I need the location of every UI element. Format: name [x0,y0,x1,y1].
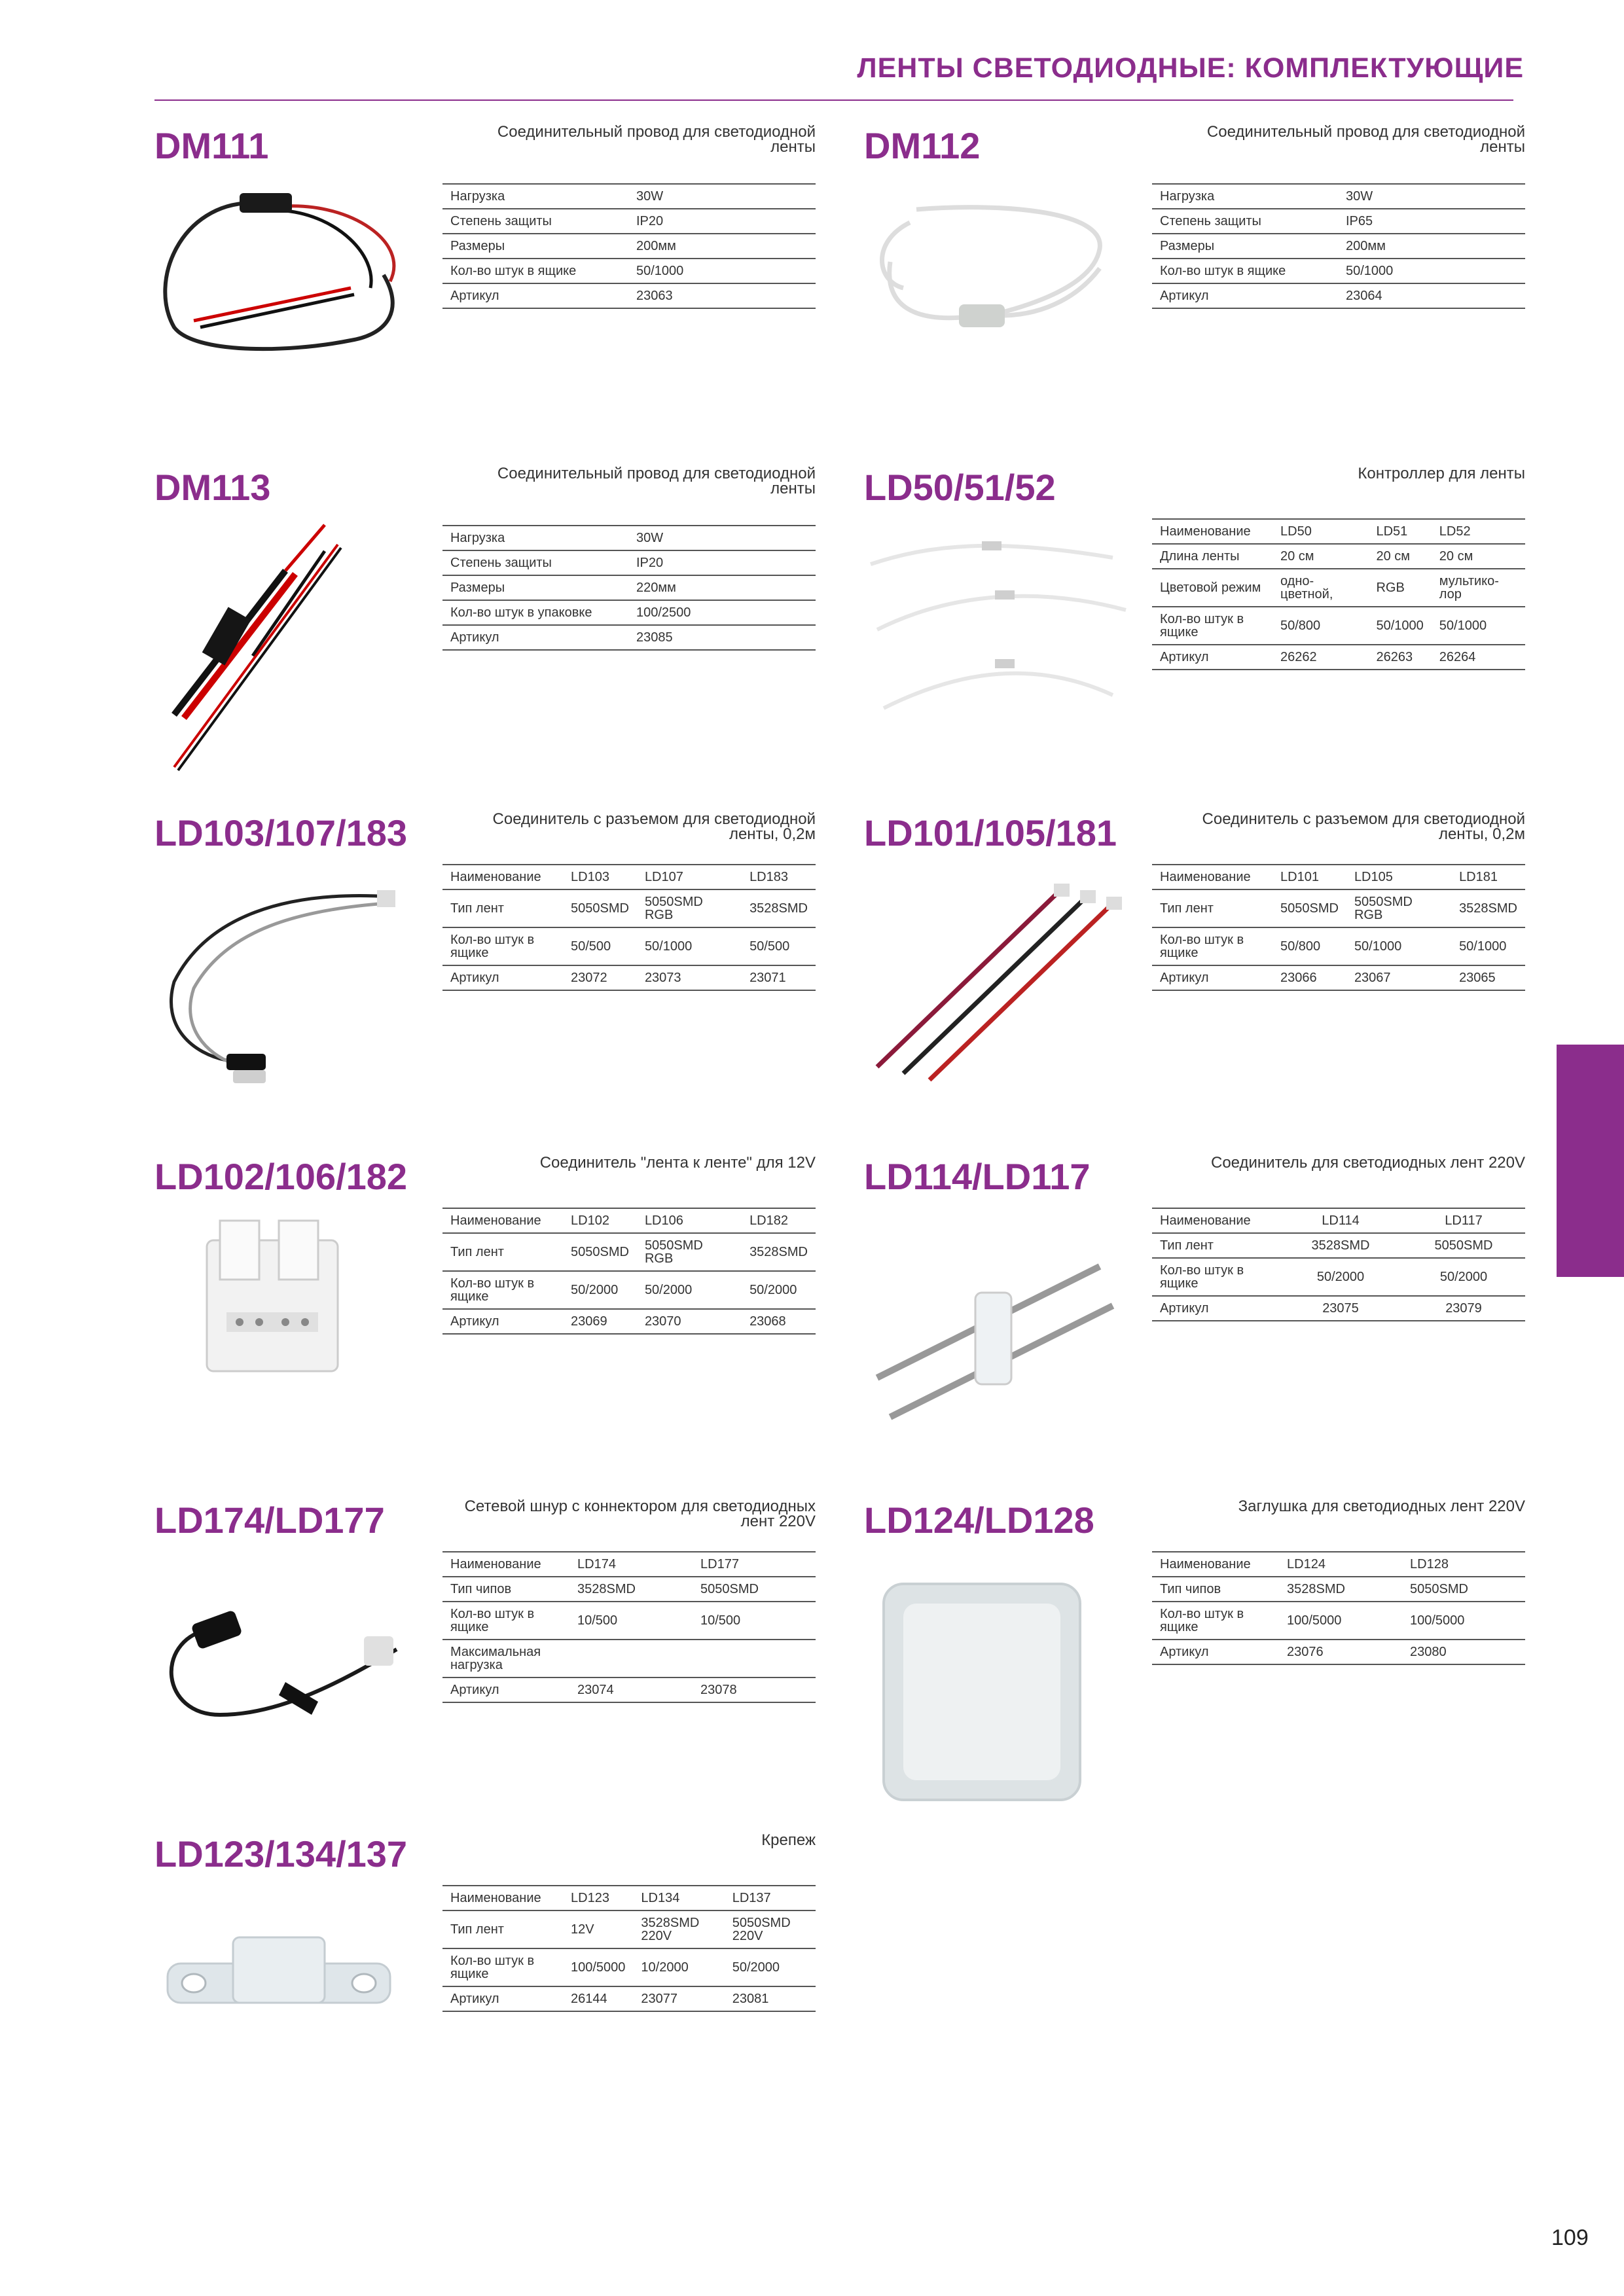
table-row: Степень защиты IP65 [1152,209,1525,234]
table-row: Размеры 220мм [442,575,816,600]
spec-table [1152,183,1525,309]
section-tab [1557,1045,1624,1277]
table-row: Нагрузка 30W [442,184,816,209]
table-row: Артикул 23085 [442,625,816,650]
product-description: Соединительный провод для светодиодной ленты [497,123,816,156]
table-row: Наименование LD124 LD128 [1152,1552,1525,1577]
table-row: Кол-во штук в ящике 50/2000 50/2000 50/2000 [442,1271,816,1309]
product-description: Контроллер для ленты [1358,465,1525,482]
table-row: Размеры 200мм [442,234,816,259]
table-row: Кол-во штук в ящике 100/5000 10/2000 50/2000 [442,1948,816,1986]
table-row: Артикул 23064 [1152,283,1525,308]
table-row: Кол-во штук в ящике 50/800 50/1000 50/1000 [1152,607,1525,645]
table-row: Артикул 23069 23070 23068 [442,1309,816,1334]
table-row: Артикул 26262 26263 26264 [1152,645,1525,670]
product-description: Соединитель для светодиодных лент 220V [1211,1154,1525,1172]
product-code: DM113 [154,467,271,508]
product-dm111 [154,124,816,373]
spec-table [1152,1208,1525,1321]
product-description: Соединительный провод для светодиодной ленты [497,465,816,497]
table-row: Наименование LD103 LD107 LD183 [442,865,816,889]
product-code: LD174/LD177 [154,1499,385,1541]
product-ld124-ld128 [864,1499,1525,1813]
end-cap-image [864,1571,1100,1806]
page-title: ЛЕНТЫ СВЕТОДИОДНЫЕ: КОМПЛЕКТУЮЩИЕ [857,52,1524,84]
connector-cable-image [154,518,429,780]
table-row: Размеры 200мм [1152,234,1525,259]
table-row: Тип чипов 3528SMD 5050SMD [1152,1577,1525,1602]
table-row: Наименование LD101 LD105 LD181 [1152,865,1525,889]
table-row: Тип лент 5050SMD 5050SMD RGB 3528SMD [442,1233,816,1271]
product-description: Заглушка для светодиодных лент 220V [1238,1498,1525,1515]
product-ld123-134-137 [154,1833,816,2055]
product-ld101-105-181 [864,812,1525,1086]
product-ld174-ld177 [154,1499,816,1774]
connector-cable-image [154,877,416,1086]
table-row: Наименование LD114 LD117 [1152,1208,1525,1233]
table-row: Длина ленты 20 см 20 см 20 см [1152,544,1525,569]
product-ld103-107-183 [154,812,816,1086]
pin-connector-image [864,1227,1126,1424]
table-row: Кол-во штук в ящике 50/2000 50/2000 [1152,1258,1525,1296]
product-description: Сетевой шнур с коннектором для светодиодных лент 220V [464,1498,816,1530]
table-row: Кол-во штук в упаковке 100/2500 [442,600,816,625]
table-row: Цветовой режим одно-цветной, RGB мультико-лор [1152,569,1525,607]
table-row: Кол-во штук в ящике 50/500 50/1000 50/500 [442,927,816,965]
table-row: Кол-во штук в ящике 50/1000 [1152,259,1525,283]
table-row: Нагрузка 30W [1152,184,1525,209]
clip-connector-image [194,1214,357,1391]
product-code: DM111 [154,125,269,166]
table-row: Максимальная нагрузка [442,1640,816,1677]
table-row: Артикул 26144 23077 23081 [442,1986,816,2011]
title-divider [154,99,1513,101]
product-description: Соединитель "лента к ленте" для 12V [539,1154,816,1172]
spec-table [1152,864,1525,991]
mounting-clip-image [161,1931,397,2016]
table-row: Артикул 23076 23080 [1152,1640,1525,1664]
table-row: Тип лент 5050SMD 5050SMD RGB 3528SMD [1152,889,1525,927]
table-row: Наименование LD174 LD177 [442,1552,816,1577]
table-row: Артикул 23066 23067 23065 [1152,965,1525,990]
spec-table [1152,518,1525,670]
spec-table [442,525,816,651]
product-description: Соединительный провод для светодиодной ленты [1206,123,1525,156]
product-ld102-106-182 [154,1155,816,1430]
controller-cable-image [864,531,1139,741]
table-row: Кол-во штук в ящике 50/800 50/1000 50/1000 [1152,927,1525,965]
spec-table [442,864,816,991]
product-code: LD50/51/52 [864,467,1056,508]
table-row: Кол-во штук в ящике 50/1000 [442,259,816,283]
table-row: Наименование LD123 LD134 LD137 [442,1886,816,1910]
table-row: Степень защиты IP20 [442,209,816,234]
product-description: Соединитель с разъемом для светодиодной ленты, 0,2м [1202,810,1525,843]
table-row: Наименование LD50 LD51 LD52 [1152,519,1525,544]
spec-table [1152,1551,1525,1665]
table-row: Кол-во штук в ящике 10/500 10/500 [442,1602,816,1640]
product-ld50-51-52 [864,466,1525,741]
spec-table [442,1208,816,1335]
page-number: 109 [1551,2225,1589,2250]
table-row: Артикул 23063 [442,283,816,308]
table-row: Кол-во штук в ящике 100/5000 100/5000 [1152,1602,1525,1640]
wire-cable-image [154,177,416,353]
connector-cable-image [864,870,1139,1086]
spec-table [442,183,816,309]
product-code: LD103/107/183 [154,812,408,853]
wire-cable-image [864,183,1126,360]
table-row: Артикул 23075 23079 [1152,1296,1525,1321]
product-description: Крепеж [761,1831,816,1849]
table-row: Тип чипов 3528SMD 5050SMD [442,1577,816,1602]
table-row: Тип лент 12V 3528SMD 220V 5050SMD 220V [442,1910,816,1948]
product-code: LD124/LD128 [864,1499,1094,1541]
spec-table [442,1551,816,1703]
table-row: Нагрузка 30W [442,526,816,550]
table-row: Артикул 23074 23078 [442,1677,816,1702]
product-description: Соединитель с разъемом для светодиодной ленты, 0,2м [492,810,816,843]
power-cord-image [154,1584,416,1734]
product-ld114-ld117 [864,1155,1525,1430]
product-code: LD101/105/181 [864,812,1117,853]
product-code: DM112 [864,125,981,166]
product-dm112 [864,124,1525,373]
table-row: Тип лент 5050SMD 5050SMD RGB 3528SMD [442,889,816,927]
spec-table [442,1885,816,2012]
table-row: Артикул 23072 23073 23071 [442,965,816,990]
product-code: LD114/LD117 [864,1156,1091,1197]
product-code: LD123/134/137 [154,1833,408,1874]
product-code: LD102/106/182 [154,1156,408,1197]
table-row: Наименование LD102 LD106 LD182 [442,1208,816,1233]
table-row: Тип лент 3528SMD 5050SMD [1152,1233,1525,1258]
product-dm113 [154,466,816,793]
table-row: Степень защиты IP20 [442,550,816,575]
